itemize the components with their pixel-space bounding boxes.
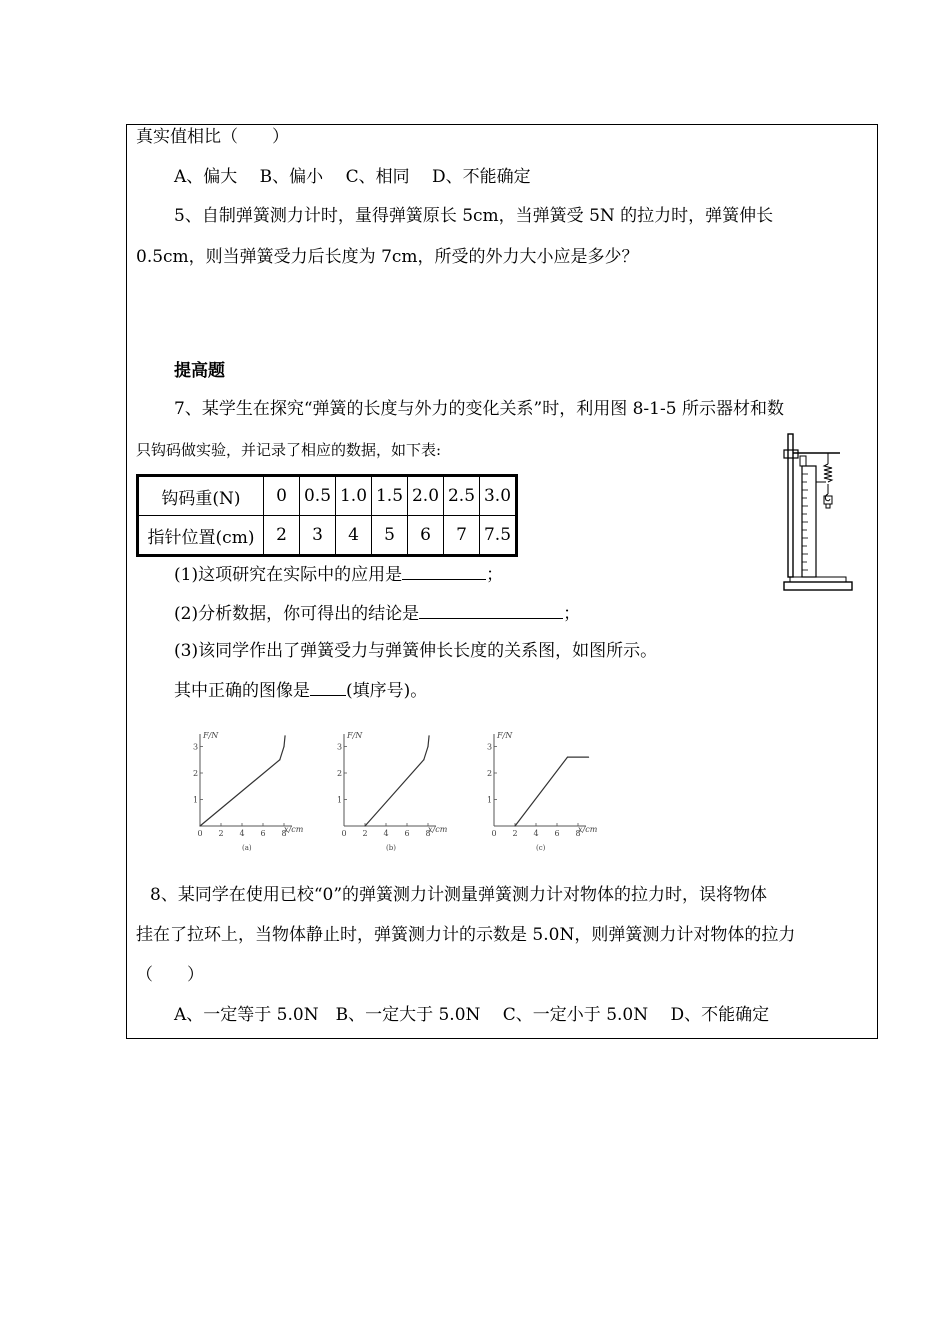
- graph-c: [474, 726, 604, 856]
- x-tick-label: 4: [239, 829, 245, 838]
- table-cell: 1.5: [372, 476, 408, 516]
- graph-caption: (b): [386, 844, 396, 852]
- part-1-text: (1)这项研究在实际中的应用是: [174, 565, 403, 585]
- data-point: [588, 757, 589, 758]
- question-7-part-1: [174, 563, 503, 586]
- y-axis-label: F/N: [203, 731, 219, 740]
- question-8-line-2: 挂在了拉环上，当物体静止时，弹簧测力计的示数是 5.0N，则弹簧测力计对物体的拉力: [136, 925, 796, 945]
- x-tick-label: 2: [218, 829, 224, 838]
- choice-line-4: A、偏大 B、偏小 C、相同 D、不能确定: [174, 167, 531, 187]
- data-point: [427, 746, 428, 747]
- table-cell: 7: [444, 516, 480, 556]
- y-tick-label: 1: [193, 795, 199, 805]
- x-tick-label: 8: [425, 829, 431, 838]
- y-tick-label: 3: [193, 742, 199, 752]
- y-tick-label: 2: [193, 769, 199, 778]
- question-8-line-1: 8、某同学在使用已校“0”的弹簧测力计测量弹簧测力计对物体的拉力时，误将物体: [150, 885, 768, 905]
- data-point: [283, 746, 284, 747]
- table-header-cell: 钩码重(N): [138, 476, 264, 516]
- table-cell: 7.5: [480, 516, 517, 556]
- y-tick-label: 2: [487, 769, 493, 778]
- table-row: [138, 476, 517, 516]
- x-tick-label: 0: [341, 829, 347, 838]
- x-tick-label: 8: [575, 829, 581, 838]
- question-8-line-3: （ ）: [136, 965, 204, 985]
- spring-stand-figure: [780, 430, 856, 596]
- text-line-1: 真实值相比（ ）: [136, 127, 289, 147]
- x-axis-label: x/cm: [578, 825, 598, 834]
- x-tick-label: 4: [383, 829, 389, 838]
- x-axis-label: x/cm: [428, 825, 448, 834]
- table-cell: 3: [300, 516, 336, 556]
- part-2-text: (2)分析数据，你可得出的结论是: [174, 604, 420, 624]
- question-7-part-2: [174, 602, 580, 625]
- section-heading: 提高题: [174, 361, 225, 381]
- graph-b: [324, 726, 448, 856]
- x-axis-label: x/cm: [284, 825, 304, 834]
- table-cell: 4: [336, 516, 372, 556]
- question-7-part-3: (3)该同学作出了弹簧受力与弹簧伸长长度的关系图，如图所示。: [174, 641, 658, 661]
- x-tick-label: 2: [362, 829, 368, 838]
- data-point: [279, 759, 280, 760]
- x-tick-label: 6: [404, 829, 410, 838]
- data-point: [428, 735, 429, 736]
- graph-a: [180, 726, 304, 856]
- answer-blank-3[interactable]: [310, 679, 346, 696]
- table-cell: 0: [264, 476, 300, 516]
- table-cell: 5: [372, 516, 408, 556]
- y-tick-label: 1: [337, 795, 343, 805]
- part-4-end: (填序号)。: [346, 681, 428, 701]
- part-1-end: ；: [486, 565, 504, 585]
- graph-caption: (c): [536, 844, 546, 852]
- question-5-line-1: 5、自制弹簧测力计时，量得弹簧原长 5cm，当弹簧受 5N 的拉力时，弹簧伸长: [174, 206, 774, 226]
- graph-caption: (a): [242, 844, 252, 852]
- table-row: [138, 516, 517, 556]
- data-table: [136, 474, 518, 557]
- part-4-text: 其中正确的图像是: [174, 681, 310, 701]
- question-5-line-2: 0.5cm，则当弹簧受力后长度为 7cm，所受的外力大小应是多少？: [136, 247, 639, 267]
- table-cell: 2.5: [444, 476, 480, 516]
- data-point: [514, 825, 515, 826]
- table-cell: 0.5: [300, 476, 336, 516]
- series-line: [365, 736, 429, 826]
- table-cell: 2: [264, 516, 300, 556]
- y-tick-label: 3: [487, 742, 493, 752]
- question-7-line-2: 只钩码做实验，并记录了相应的数据，如下表:: [136, 441, 442, 459]
- answer-blank-1[interactable]: [402, 563, 486, 580]
- data-point: [567, 757, 568, 758]
- table-cell: 3.0: [480, 476, 517, 516]
- y-tick-label: 2: [337, 769, 343, 778]
- y-axis-label: F/N: [497, 731, 513, 740]
- x-tick-label: 0: [491, 829, 497, 838]
- data-point: [364, 825, 365, 826]
- x-tick-label: 4: [533, 829, 539, 838]
- x-tick-label: 6: [260, 829, 266, 838]
- series-line: [515, 757, 589, 826]
- table-cell: 6: [408, 516, 444, 556]
- data-point: [284, 735, 285, 736]
- part-2-end: ；: [563, 604, 581, 624]
- answer-blank-2[interactable]: [419, 602, 563, 619]
- table-cell: 1.0: [336, 476, 372, 516]
- y-axis-label: F/N: [347, 731, 363, 740]
- table-cell: 2.0: [408, 476, 444, 516]
- y-tick-label: 3: [337, 742, 343, 752]
- data-point: [199, 825, 200, 826]
- x-tick-label: 0: [197, 829, 203, 838]
- series-line: [200, 736, 285, 826]
- data-point: [423, 759, 424, 760]
- x-tick-label: 2: [512, 829, 518, 838]
- question-7-part-4: [174, 679, 427, 702]
- choice-line-8: A、一定等于 5.0N B、一定大于 5.0N C、一定小于 5.0N D、不能确定: [174, 1005, 770, 1025]
- question-7-line-1: 7、某学生在探究“弹簧的长度与外力的变化关系”时，利用图 8-1-5 所示器材和数: [174, 399, 784, 419]
- x-tick-label: 8: [281, 829, 287, 838]
- x-tick-label: 6: [554, 829, 560, 838]
- y-tick-label: 1: [487, 795, 493, 805]
- table-header-cell: 指针位置(cm): [138, 516, 264, 556]
